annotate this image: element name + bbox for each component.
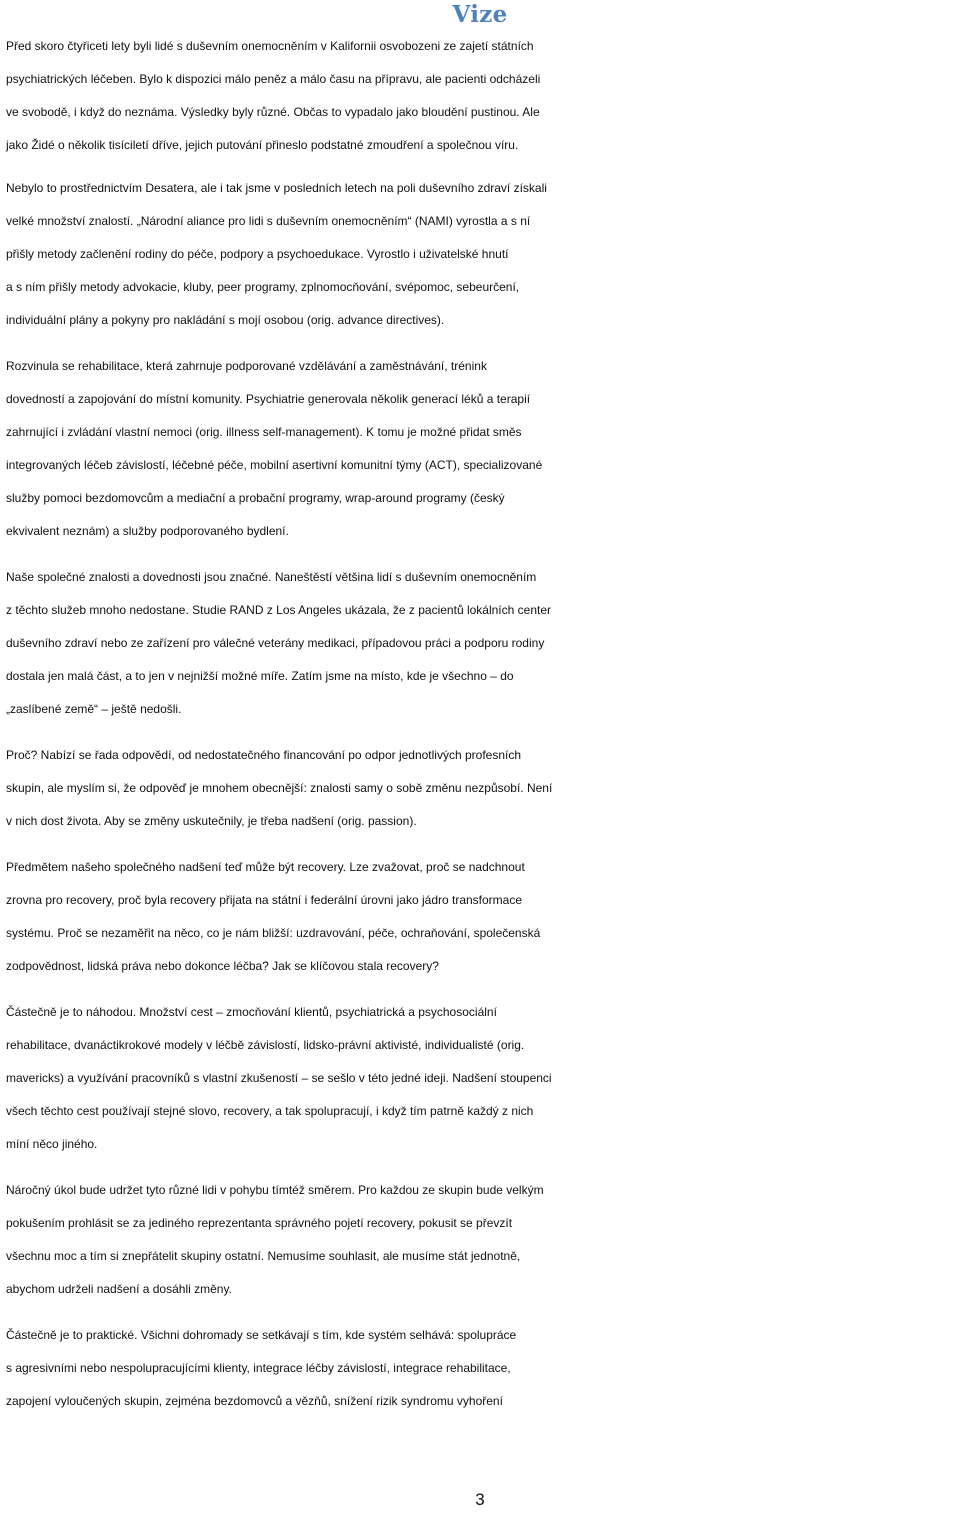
paragraph-4 [6, 561, 956, 726]
document-body [6, 30, 956, 1431]
paragraph-9 [6, 1319, 956, 1418]
text-line: skupin, ale myslím si, že odpověď je mnohem obecnější: znalosti samy o sobě změnu nezpůsobí. Není [6, 781, 553, 795]
text-line: individuální plány a pokyny pro nakládání s mojí osobou (orig. advance directives). [6, 313, 445, 327]
paragraph-7 [6, 996, 956, 1161]
text-line: Před skoro čtyřiceti lety byli lidé s duševním onemocněním v Kalifornii osvobozeni ze zajetí státních [6, 39, 534, 53]
text-line: systému. Proč se nezaměřit na něco, co je nám bližší: uzdravování, péče, ochraňování, společenská [6, 926, 541, 940]
paragraph-5 [6, 739, 956, 838]
page-title: Vize [452, 1, 508, 28]
text-line: ekvivalent neznám) a služby podporovaného bydlení. [6, 524, 289, 538]
paragraph-3 [6, 350, 956, 548]
text-line: duševního zdraví nebo ze zařízení pro válečné veterány medikaci, případovou práci a podporu rodiny [6, 636, 545, 650]
page-number: 3 [475, 1490, 485, 1509]
text-line: Náročný úkol bude udržet tyto různé lidi v pohybu tímtéž směrem. Pro každou ze skupin bude velkým [6, 1183, 544, 1197]
text-line: dostala jen malá část, a to jen v nejnižší možné míře. Zatím jsme na místo, kde je všechno – do [6, 669, 514, 683]
paragraph-1 [6, 30, 956, 162]
text-line: zodpovědnost, lidská práva nebo dokonce léčba? Jak se klíčovou stala recovery? [6, 959, 439, 973]
text-line: zahrnující i zvládání vlastní nemoci (orig. illness self-management). K tomu je možné přidat směs [6, 425, 522, 439]
text-line: míní něco jiného. [6, 1137, 98, 1151]
text-line: integrovaných léčeb závislostí, léčebné péče, mobilní asertivní komunitní týmy (ACT), specializované [6, 458, 543, 472]
text-line: rehabilitace, dvanáctikrokové modely v léčbě závislostí, lidsko-právní aktivisté, individualisté (orig. [6, 1038, 525, 1052]
text-line: zrovna pro recovery, proč byla recovery přijata na státní i federální úrovni jako jádro transformace [6, 893, 523, 907]
text-line: psychiatrických léčeben. Bylo k dispozici málo peněz a málo času na přípravu, ale pacienti odcházeli [6, 72, 541, 86]
text-line: abychom udrželi nadšení a dosáhli změny. [6, 1282, 232, 1296]
text-line: velké množství znalostí. „Národní aliance pro lidi s duševním onemocněním“ (NAMI) vyrostla a s ní [6, 214, 531, 228]
text-line: Nebylo to prostřednictvím Desatera, ale i tak jsme v posledních letech na poli duševního zdraví získali [6, 181, 547, 195]
text-line: z těchto služeb mnoho nedostane. Studie RAND z Los Angeles ukázala, že z pacientů lokálních center [6, 603, 551, 617]
text-line: Naše společné znalosti a dovednosti jsou značné. Naneštěstí většina lidí s duševním onemocněním [6, 570, 537, 584]
text-line: zapojení vyloučených skupin, zejména bezdomovců a vězňů, snížení rizik syndromu vyhoření [6, 1394, 503, 1408]
text-line: s agresivními nebo nespolupracujícími klienty, integrace léčby závislostí, integrace rehabilitace, [6, 1361, 511, 1375]
text-line: Částečně je to náhodou. Množství cest – zmocňování klientů, psychiatrická a psychosociální [6, 1005, 497, 1019]
text-line: všech těchto cest používají stejné slovo, recovery, a tak spolupracují, i když tím patrně každý z nich [6, 1104, 534, 1118]
text-line: dovedností a zapojování do místní komunity. Psychiatrie generovala několik generací léků a terapií [6, 392, 531, 406]
text-line: pokušením prohlásit se za jediného reprezentanta správného pojetí recovery, pokusit se převzít [6, 1216, 513, 1230]
text-line: přišly metody začlenění rodiny do péče, podpory a psychoedukace. Vyrostlo i uživatelské hnutí [6, 247, 509, 261]
text-line: jako Židé o několik tisíciletí dříve, jejich putování přineslo podstatné zmoudření a společnou víru. [6, 138, 519, 152]
text-line: a s ním přišly metody advokacie, kluby, peer programy, zplnomocňování, svépomoc, sebeurčení, [6, 280, 520, 294]
text-line: Rozvinula se rehabilitace, která zahrnuje podporované vzdělávání a zaměstnávání, trénink [6, 359, 487, 373]
text-line: všechnu moc a tím si znepřátelit skupiny ostatní. Nemusíme souhlasit, ale musíme stát jednotně, [6, 1249, 521, 1263]
text-line: ve svobodě, i když do neznáma. Výsledky byly různé. Občas to vypadalo jako bloudění pustinou. Ale [6, 105, 540, 119]
text-line: Proč? Nabízí se řada odpovědí, od nedostatečného financování po odpor jednotlivých profesních [6, 748, 522, 762]
text-line: služby pomoci bezdomovcům a mediační a probační programy, wrap-around programy (český [6, 491, 505, 505]
text-line: mavericks) a využívání pracovníků s vlastní zkušeností – se sešlo v této jedné ideji. Nadšení stoupenci [6, 1071, 552, 1085]
text-line: Částečně je to praktické. Všichni dohromady se setkávají s tím, kde systém selhává: spolupráce [6, 1328, 517, 1342]
paragraph-2 [6, 172, 956, 337]
paragraph-6 [6, 851, 956, 983]
text-line: Předmětem našeho společného nadšení teď může být recovery. Lze zvažovat, proč se nadchnout [6, 860, 525, 874]
text-line: v nich dost života. Aby se změny uskutečnily, je třeba nadšení (orig. passion). [6, 814, 417, 828]
paragraph-8 [6, 1174, 956, 1306]
text-line: „zaslíbené země“ – ještě nedošli. [6, 702, 182, 716]
